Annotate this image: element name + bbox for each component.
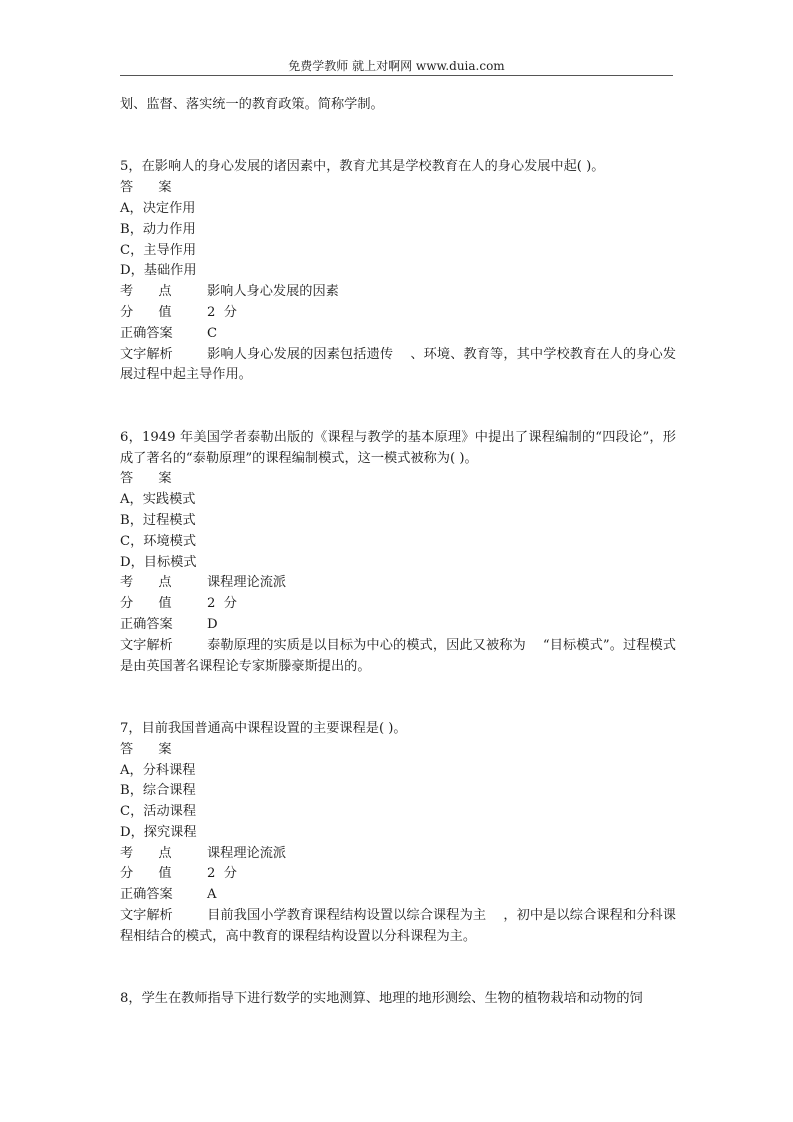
answer-label: 答 案 (120, 471, 172, 487)
score-value: 2 分 (207, 304, 237, 320)
point-label: 考 点 (120, 284, 172, 300)
option-d: D，基础作用 (120, 263, 197, 279)
option-a: A，实践模式 (120, 492, 196, 508)
option-c: C，环境模式 (120, 533, 197, 549)
spacer (120, 677, 676, 719)
analysis-text: 影响人身心发展的因素包括遗传 、环境、教育等，其中学校教育在人的身心发展过程中起主导作用。 (120, 346, 676, 383)
option-b: B，过程模式 (120, 512, 196, 528)
analysis-row (120, 345, 676, 387)
question-stem: 5，在影响人的身心发展的诸因素中，教育尤其是学校教育在人的身心发展中起( )。 (120, 159, 605, 175)
option-b: B，动力作用 (120, 221, 196, 237)
analysis-label: 文字解析 (120, 346, 173, 362)
correct-answer-row (120, 615, 676, 636)
analysis-label: 文字解析 (120, 637, 173, 653)
question-stem: 6，1949 年美国学者泰勒出版的《课程与教学的基本原理》中提出了课程编制的“四段论”，形成了著名的“泰勒原理”的课程编制模式，这一模式被称为( )。 (120, 429, 676, 466)
score-row (120, 303, 676, 324)
correct-answer-value: A (207, 887, 217, 903)
correct-answer-value: D (207, 616, 218, 632)
correct-answer-label: 正确答案 (120, 887, 173, 903)
continuation-text: 划、监督、落实统一的教育政策。简称学制。 (120, 97, 384, 112)
point-row (120, 573, 676, 594)
correct-answer-row (120, 324, 676, 345)
point-label: 考 点 (120, 845, 172, 861)
analysis-row (120, 636, 676, 678)
point-value: 影响人身心发展的因素 (207, 284, 339, 300)
score-label: 分 值 (120, 596, 172, 612)
correct-answer-row (120, 885, 676, 906)
question-8-stem: 8，学生在教师指导下进行数学的实地测算、地理的地形测绘、生物的植物栽培和动物的饲 (120, 991, 643, 1007)
score-value: 2 分 (207, 596, 237, 612)
option-c: C，活动课程 (120, 804, 197, 820)
option-c: C，主导作用 (120, 242, 197, 258)
spacer (120, 948, 676, 990)
question-stem: 7，目前我国普通高中课程设置的主要课程是( )。 (120, 720, 407, 736)
document-body (120, 95, 676, 1010)
question-7 (120, 719, 676, 948)
score-label: 分 值 (120, 866, 172, 882)
option-d: D，探究课程 (120, 824, 197, 840)
spacer (120, 386, 676, 428)
answer-label: 答 案 (120, 180, 172, 196)
correct-answer-label: 正确答案 (120, 616, 173, 632)
question-5 (120, 157, 676, 386)
question-6 (120, 428, 676, 678)
option-d: D，目标模式 (120, 554, 197, 570)
score-value: 2 分 (207, 866, 237, 882)
point-value: 课程理论流派 (207, 575, 287, 591)
option-b: B，综合课程 (120, 783, 196, 799)
analysis-row (120, 906, 676, 948)
point-row (120, 844, 676, 865)
correct-answer-label: 正确答案 (120, 325, 173, 341)
header-divider (120, 75, 673, 76)
spacer (120, 116, 676, 158)
analysis-text: 泰勒原理的实质是以目标为中心的模式，因此又被称为 “目标模式”。过程模式是由英国著名课程论专家斯滕豪斯提出的。 (120, 637, 676, 674)
score-label: 分 值 (120, 304, 172, 320)
page-header: 免费学教师 就上对啊网 www.duia.com (288, 59, 505, 73)
score-row (120, 864, 676, 885)
option-a: A，决定作用 (120, 200, 196, 216)
analysis-text: 目前我国小学教育课程结构设置以综合课程为主 ，初中是以综合课程和分科课程相结合的模式，高中教育的课程结构设置以分科课程为主。 (120, 908, 676, 944)
correct-answer-value: C (207, 325, 218, 341)
point-label: 考 点 (120, 575, 172, 591)
score-row (120, 594, 676, 615)
analysis-label: 文字解析 (120, 908, 173, 924)
point-row (120, 282, 676, 303)
point-value: 课程理论流派 (207, 845, 287, 861)
answer-label: 答 案 (120, 741, 172, 757)
option-a: A，分科课程 (120, 762, 196, 778)
